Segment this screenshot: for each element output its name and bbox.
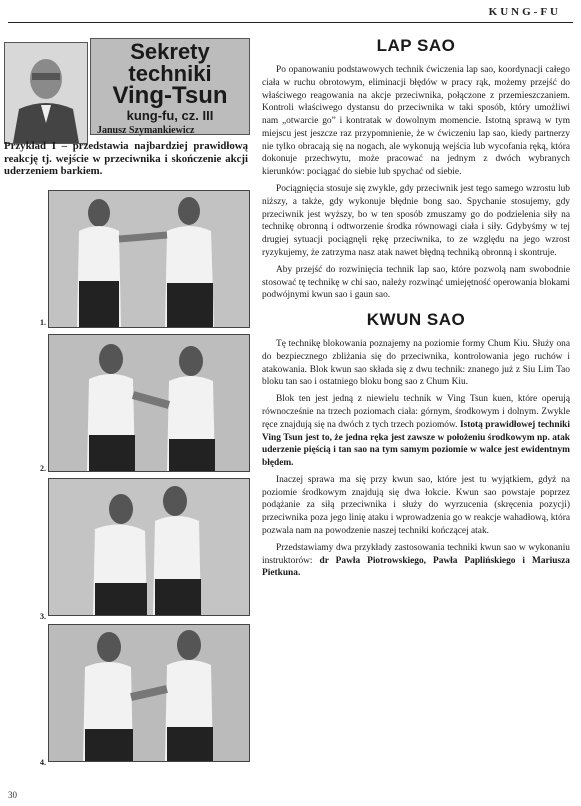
example-caption: Przykład I – przedstawia najbardziej prawidłową reakcję tj. wejście w przeciwnika i skończenie akcji uderzeniem barkiem.: [4, 140, 248, 178]
article-title-line-2: techniki: [128, 60, 212, 86]
article-author: Janusz Szymankiewicz: [97, 124, 195, 136]
kwun-sao-paragraph-4-text: Przedstawiamy dwa przykłady zastosowania techniki kwun sao w wykonaniu instruktorów:: [262, 542, 570, 566]
kwun-sao-paragraph-3: Inaczej sprawa ma się przy kwun sao, które jest tu wyjątkiem, gdyż na poziomie środkowym znajdują się dwa łokcie. Kwun sao powstaje poprzez podążanie za siłą przeciwnika i służy do wyrzucenia (skręcenia pozycji) przeciwnika poza jego linię ataku i wprowadzenia go w reakcje wahadłową, która pozwala nam na powodzenie naszej techniki kończącej atak.: [262, 474, 570, 536]
article-title-line-3: Ving-Tsun: [112, 82, 228, 110]
kwun-sao-paragraph-2-text: Blok ten jest jedną z niewielu technik w Ving Tsun kuen, które operują równocześnie na trzech poziomach ciała: górnym, środkowym i dolnym. Zwykle ręce znajdują się na dwóch z tych trzech poziomów.: [262, 394, 570, 430]
photo-number-2: 2.: [40, 464, 46, 473]
kwun-sao-paragraph-2: [262, 393, 570, 470]
technique-photo-3: [48, 478, 250, 616]
technique-photo-2: [48, 334, 250, 472]
kwun-sao-paragraph-1: Tę technikę blokowania poznajemy na poziomie formy Chum Kiu. Służy ona do bezpiecznego zbliżania się do przeciwnika, kontrolowania jego ruchów i atakowania. Blok kwun sao składa się z dwu technik: znanego już z Siu Lim Tao bloku tan sao i ostatniego bloku bong sao z Chum Kiu.: [262, 339, 570, 388]
author-portrait-image: [4, 42, 88, 144]
article-body: [262, 32, 570, 584]
instructors-names: dr Pawła Piotrowskiego, Pawła Paplińskiego i Mariusza Pietkuna.: [262, 555, 570, 579]
section-header: KUNG-FU: [488, 6, 561, 18]
lap-sao-paragraph-3: Aby przejść do rozwinięcia technik lap sao, które pozwolą nam swobodnie stosować tę technikę w chi sao, należy rozwinąć umiejętność operowania blokami podwójnymi kwun sao i gaun sao.: [262, 264, 570, 301]
photo-number-1: 1.: [40, 318, 46, 327]
page-number: 30: [8, 790, 17, 800]
technique-photo-1: [48, 190, 250, 328]
article-title-line-1: Sekrety: [130, 39, 210, 64]
kwun-sao-paragraph-4: [262, 542, 570, 580]
heading-lap-sao: LAP SAO: [376, 36, 456, 55]
photo-number-3: 3.: [40, 612, 46, 621]
article-subtitle: kung-fu, cz. III: [126, 107, 214, 123]
kwun-sao-paragraph-2-bold: Istotą prawidłowej techniki Ving Tsun jest to, że jedna ręka jest zawsze w położeniu środkowym np. atak uderzenie pięścią i tan sao na tym samym poziomie w walce jest ewidentnym błędem.: [262, 419, 570, 469]
header-rule: [8, 22, 573, 23]
article-title-box: [90, 38, 250, 135]
lap-sao-paragraph-1: Po opanowaniu podstawowych technik ćwiczenia lap sao, koordynacji całego ciała w ruchu obrotowym, eliminacji błędów w pracy rąk, możemy przejść do właściwego reagowania na akcje przeciwnika, połączone z przemieszczaniem. Kontroli właściwego dystansu do przeciwnika w taki sposób, który umożliwi nam „otwarcie go” i kontratak w dowolnym momencie. Istotną sprawą w tym miejscu jest jeszcze raz przypomnienie, że w ćwiczeniu lap sao, kiedy partnerzy nie tylko obracają się na nogach, ale wykonują wejścia lub wycofania ręką, która dokonuje przechwytu, może pracować na jednym z dwóch wybranych kierunków: pociągać do siebie lub spychać od siebie.: [262, 65, 570, 178]
photo-number-4: 4.: [40, 758, 46, 767]
heading-kwun-sao: KWUN SAO: [366, 310, 466, 330]
lap-sao-paragraph-2: Pociągnięcia stosuje się zwykle, gdy przeciwnik jest tego samego wzrostu lub niższy, a także, gdy wykonuje błędnie bong sao. Spychanie stosujemy, gdy przeciwnik jest wyższy, bo w ten sposób zmuszamy go do podzielenia siły na technikę obronną i odtworzenie środka równowagi ciała i siły. Gdybyśmy w tej drugiej sytuacji pociągnęli rękę przeciwnika, to ze względu na jego wzrost ryzykujemy, że zatrzyma nasz atak nawet błędną techniką obronną i skontruje.: [262, 184, 570, 258]
technique-photo-4: [48, 624, 250, 762]
